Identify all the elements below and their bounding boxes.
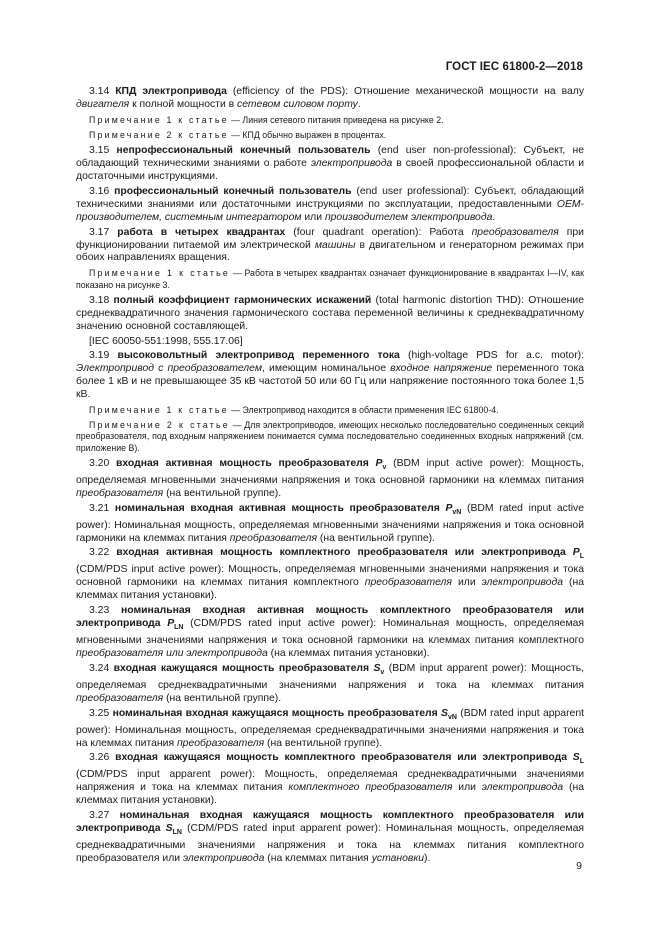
term-symbol-subscript: v — [380, 668, 385, 676]
term-title — [113, 708, 457, 719]
term-title: работа в четырех квадрантах — [117, 226, 286, 238]
term-note — [76, 115, 584, 126]
term-english: (BDM rated input active power): — [76, 502, 584, 531]
term-definition: (на клеммах питания установки). — [267, 647, 430, 659]
term-definition: . — [357, 98, 361, 110]
term-entry — [76, 503, 584, 546]
term-title-text: номинальная входная кажущаяся мощность комплектного преобразователя или электропривода — [76, 810, 585, 835]
term-english: (BDM input active power): — [386, 457, 532, 469]
note-label: Примечание 2 к статье — [89, 130, 229, 141]
term-definition: в своей профессиональной области и достаточными инструкциями. — [76, 158, 584, 183]
term-definition: (на клеммах питания установки). — [76, 577, 584, 602]
term-definition-italic: электропривода — [481, 577, 564, 589]
term-definition-italic: электропривода — [310, 158, 393, 170]
term-title-text: входная кажущаяся мощность преобразователя — [113, 662, 374, 674]
term-definition: к полной мощности в — [129, 98, 238, 110]
term-definition: Мощность, определяемая среднеквадратичными значениями напряжения и тока на клеммах питания — [76, 662, 585, 691]
term-note — [76, 130, 584, 141]
term-definition-italic: машины — [314, 239, 356, 251]
note-text: — Электропривод находится в области применения IEC 61800-4. — [228, 405, 499, 416]
term-symbol-subscript: L — [579, 758, 585, 766]
term-symbol: S — [165, 823, 173, 835]
term-symbol-subscript: LN — [172, 829, 182, 837]
term-english: (end user non-professional): — [370, 145, 524, 157]
term-entry — [76, 350, 584, 402]
term-definition: Номинальная мощность, определяемая среднеквадратичными значениями напряжения и тока на клеммах питания — [76, 724, 584, 749]
term-title-text: номинальная входная активная мощность комплектного преобразователя или электропривода — [76, 605, 584, 630]
term-definition: в двигательном и генераторном режимах при обоих направлениях вращения. — [76, 239, 584, 264]
term-definition: Номинальная мощность, определяемая мгновенными значениями напряжения и тока основной гармоники на клеммах питания комплектного — [76, 618, 585, 647]
term-title: непрофессиональный конечный пользователь — [116, 145, 371, 157]
term-symbol: P — [445, 502, 453, 514]
term-definition: при функционировании питаемой им электрической — [76, 226, 584, 251]
term-english: (BDM input apparent power): — [384, 662, 532, 674]
term-entry — [76, 708, 584, 751]
term-definition: или — [301, 211, 325, 223]
term-definition: (на вентильной группе). — [163, 487, 282, 499]
term-symbol-subscript: vN — [447, 713, 457, 721]
term-note — [76, 420, 584, 454]
term-symbol-subscript: vN — [452, 508, 462, 516]
term-definition-italic: входное напряжение — [390, 363, 493, 375]
term-english: (efficiency of the PDS): — [226, 86, 355, 97]
term-entry — [76, 86, 584, 112]
term-symbol: S — [572, 752, 580, 764]
term-english: (BDM rated input apparent power): — [76, 707, 584, 736]
term-reference: [IEC 60050-551:1998, 555.17.06] — [89, 335, 243, 347]
term-entry — [76, 227, 584, 266]
term-number: 3.21 — [89, 502, 110, 514]
term-title — [116, 458, 386, 469]
term-symbol-subscript: LN — [174, 624, 184, 632]
term-entry — [76, 145, 584, 184]
term-entry — [76, 186, 584, 225]
term-english: (high-voltage PDS for a.c. motor): — [399, 350, 585, 362]
term-definition-italic: электропривода — [481, 782, 564, 794]
term-english: (CDM/PDS rated input apparent power): — [181, 823, 386, 835]
term-symbol-subscript: v — [382, 463, 387, 471]
note-text: — КПД обычно выражен в процентах. — [228, 130, 387, 141]
term-title — [114, 663, 385, 674]
term-number: 3.15 — [89, 145, 110, 157]
term-definition-italic: комплектного преобразователя — [288, 782, 453, 794]
term-definition-italic: преобразователя — [176, 737, 265, 749]
term-english: (four quadrant operation): — [285, 226, 430, 238]
term-number: 3.26 — [89, 752, 110, 764]
term-symbol: S — [441, 707, 448, 719]
term-number: 3.24 — [89, 662, 110, 674]
term-definition: , имеющим номинальное — [261, 363, 391, 375]
note-text: — Для электроприводов, имеющих несколько последовательно соединенных секций преобразователя, под входным напряжением понимается сумма последовательно соединенных входных напряжений (см. приложение В). — [76, 420, 584, 453]
term-definition: или — [452, 782, 482, 794]
term-title: КПД электропривода — [115, 86, 227, 97]
page-number: 9 — [576, 860, 582, 872]
term-number: 3.22 — [89, 547, 110, 559]
term-definition: Номинальная мощность, определяемая среднеквадратичными значениями напряжения и тока на клеммах питания комплектного преобразователя или — [76, 823, 584, 864]
term-title-text: входная активная мощность комплектного преобразователя или электропривода — [116, 547, 573, 559]
term-entry — [76, 663, 584, 706]
standard-header: ГОСТ IEC 61800-2—2018 — [445, 61, 583, 73]
term-note — [76, 268, 584, 290]
term-definition: Мощность, определяемая мгновенными значениями напряжения и тока основной гармоники на клеммах питания — [76, 457, 585, 486]
term-title: полный коэффициент гармонических искажений — [113, 294, 372, 306]
term-symbol: S — [373, 662, 381, 674]
term-definition: (на вентильной группе). — [264, 737, 383, 749]
term-definition-italic: двигателя — [76, 98, 130, 110]
term-symbol: P — [572, 547, 580, 559]
term-definition: Отношение механической мощности на валу — [354, 86, 585, 97]
term-number: 3.23 — [89, 605, 110, 617]
term-definition: переменного тока более 1 кВ и не превышающее 35 кВ частотой 50 или 60 Гц или напряжение постоянного тока более 1,5 кВ. — [76, 363, 584, 401]
note-label: Примечание 1 к статье — [89, 268, 230, 279]
term-note — [76, 405, 584, 416]
note-text: — Работа в четырех квадрантах означает функционирование в квадрантах I—IV, как показано на рисунке 3. — [76, 268, 584, 290]
term-symbol: P — [375, 457, 383, 469]
term-english: (CDM/PDS input active power): — [76, 564, 229, 576]
term-symbol: P — [167, 618, 175, 630]
term-entry — [76, 547, 584, 603]
term-english: (total harmonic distortion THD): — [371, 294, 529, 306]
term-definition: (на вентильной группе). — [163, 692, 282, 704]
term-definition-italic: производителем электропривода — [324, 211, 493, 223]
term-title: профессиональный конечный пользователь — [114, 185, 352, 197]
term-definition-italic: установки — [371, 852, 425, 864]
term-definition-italic: OEM-производителем, системным интегратором — [76, 198, 584, 223]
term-definition-italic: электропривода — [182, 852, 265, 864]
term-definition: ). — [424, 852, 431, 864]
term-definition-italic: преобразователя — [229, 532, 317, 544]
term-definition: Субъект, обладающий техническими знаниями или достаточными инструкциями по эксплуатации, предоставленными — [76, 185, 585, 210]
term-title-text: номинальная входная активная мощность преобразователя — [114, 502, 446, 514]
term-entry — [76, 295, 584, 334]
term-entry — [76, 752, 584, 808]
term-number: 3.14 — [89, 86, 110, 97]
note-label: Примечание 1 к статье — [89, 405, 229, 416]
term-title — [115, 503, 461, 514]
term-definition-italic: преобразователя или электропривода — [76, 647, 268, 659]
term-symbol-subscript: L — [579, 553, 585, 561]
term-entry — [76, 458, 584, 501]
term-definition-italic: Электропривод с преобразователем — [76, 363, 262, 375]
term-english: (end user professional): — [351, 185, 475, 197]
term-definition: (на клеммах питания установки). — [76, 782, 584, 807]
term-definition: Отношение среднеквадратичного значения гармонического состава переменной величины к среднеквадратичному значению основной составляющей. — [76, 294, 584, 332]
term-entry — [76, 605, 584, 661]
term-definition: (на клеммах питания — [264, 852, 372, 864]
term-definition-italic: преобразователя — [76, 487, 164, 499]
term-title — [116, 547, 585, 561]
term-title-text: входная кажущаяся мощность комплектного преобразователя или электропривода — [115, 752, 573, 764]
term-definition: Номинальная мощность, определяемая мгновенными значениями напряжения и тока основной гармоники на клеммах питания — [76, 519, 585, 544]
term-number: 3.27 — [89, 810, 110, 822]
term-number: 3.19 — [89, 350, 110, 362]
term-number: 3.20 — [89, 457, 110, 469]
term-definition: (на вентильной группе). — [317, 532, 435, 544]
term-number: 3.17 — [89, 226, 110, 238]
term-definition-italic: преобразователя — [364, 577, 452, 589]
term-definition: Субъект, не обладающий техническими знаниями о работе — [76, 145, 584, 170]
term-entry — [76, 810, 584, 866]
term-title-text: входная активная мощность преобразователя — [116, 457, 376, 469]
term-definition-italic: преобразователя — [471, 226, 559, 238]
note-label: Примечание 2 к статье — [89, 420, 230, 431]
terms-content — [76, 86, 584, 868]
term-english: (CDM/PDS input apparent power): — [76, 769, 265, 781]
term-title: высоковольтный электропривод переменного тока — [117, 350, 400, 362]
note-text: — Линия сетевого питания приведена на рисунке 2. — [228, 114, 444, 125]
term-definition: . — [492, 211, 496, 223]
term-definition: Мощность, определяемая мгновенными значениями напряжения и тока основной гармоники на клеммах питания комплектного — [76, 564, 584, 589]
term-definition-italic: сетевом силовом порту — [237, 98, 358, 110]
term-english: (CDM/PDS rated input active power): — [183, 618, 383, 630]
term-definition-italic: преобразователя — [76, 692, 164, 704]
term-title — [115, 752, 585, 766]
term-number: 3.25 — [89, 707, 110, 719]
term-definition: или — [451, 577, 482, 589]
term-definition: Мощность, определяемая среднеквадратичными значениями напряжения и тока на клеммах питания — [76, 769, 584, 794]
note-label: Примечание 1 к статье — [89, 114, 229, 125]
term-number: 3.18 — [89, 294, 110, 306]
term-definition: Работа — [429, 226, 472, 238]
term-title-text: номинальная входная кажущаяся мощность преобразователя — [112, 707, 442, 719]
term-number: 3.16 — [89, 185, 110, 197]
